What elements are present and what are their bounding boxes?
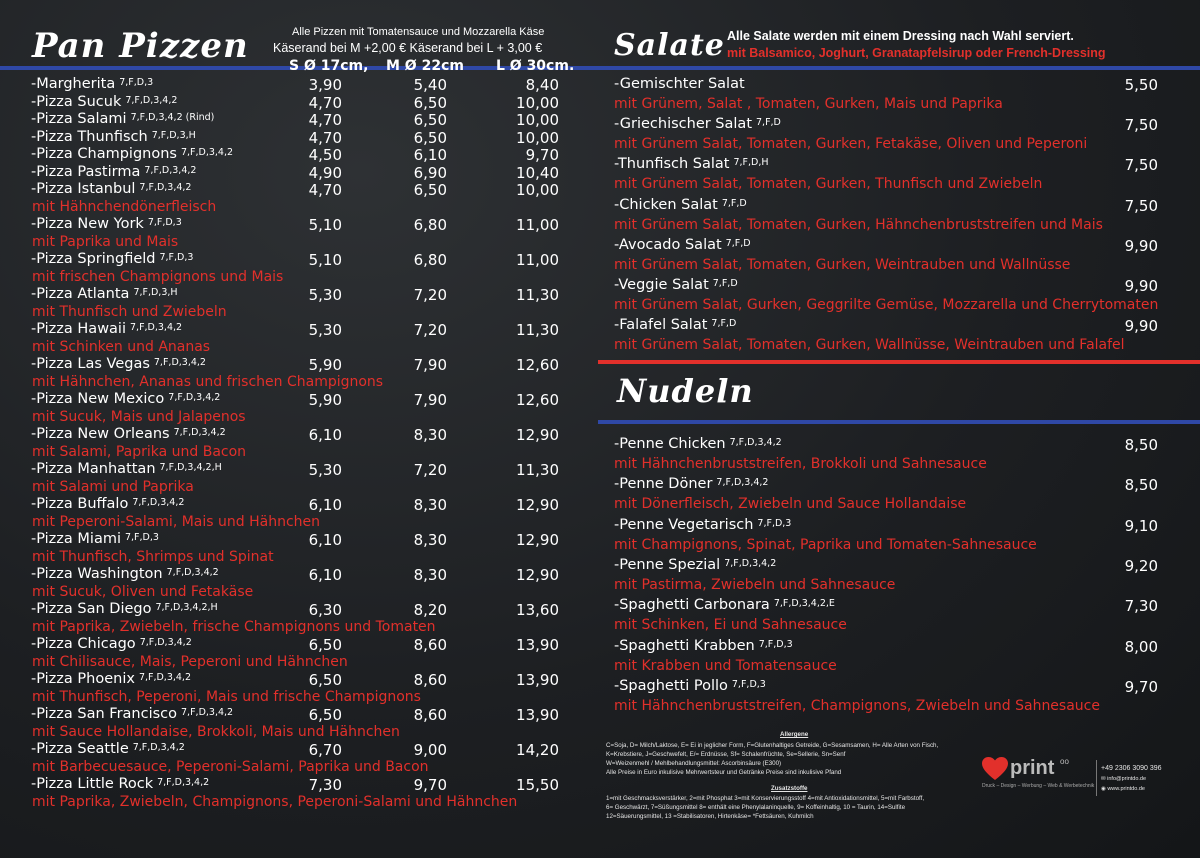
salad-description: mit Grünem Salat, Tomaten, Gurken, Hähnchenbruststreifen und Mais — [614, 216, 1103, 233]
price-small: 4,70 — [308, 111, 342, 129]
allergene-line-3: W=Weizenmehl / Mehlbehandlungsmittel: Ascorbinsäure (E300) — [606, 760, 782, 767]
pizza-name: -Pizza Washington $^{7,F,D,3,4,2}$ — [31, 566, 219, 582]
contact-web-text: www.printdo.de — [1107, 786, 1145, 792]
price-large: 10,40 — [516, 163, 559, 182]
pizza-row — [0, 356, 1200, 374]
price-medium: 9,70 — [413, 776, 447, 794]
price-small: 5,90 — [308, 391, 342, 409]
pizza-row — [0, 94, 1200, 112]
price-medium: 9,00 — [413, 741, 447, 759]
pasta-name: -Spaghetti Krabben $^{7,F,D,3}$ — [614, 637, 793, 654]
price-medium: 8,60 — [413, 636, 447, 654]
pizza-description: mit Barbecuesauce, Peperoni-Salami, Paprika und Bacon — [32, 758, 429, 775]
contact-web — [1101, 786, 1145, 792]
allergen-codes: 7,F,D,3,H — [133, 287, 178, 298]
allergen-codes: 7,F,D — [721, 197, 747, 209]
pizza-name: -Margherita $^{7,F,D,3}$ — [31, 76, 154, 92]
salad-description: mit Grünem Salat, Tomaten, Gurken, Fetakäse, Oliven und Peperoni — [614, 136, 1088, 153]
pizza-name: -Pizza Springfield $^{7,F,D,3}$ — [31, 251, 194, 267]
price-large: 13,90 — [516, 706, 559, 724]
allergen-codes: 7,F,D,3,4,2 — [729, 437, 782, 448]
salad-note: Alle Salate werden mit einem Dressing nach Wahl serviert. — [727, 29, 1074, 43]
price-large: 13,90 — [516, 671, 559, 689]
salad-price: 9,90 — [1124, 236, 1158, 255]
pasta-name: -Spaghetti Pollo $^{7,F,D,3}$ — [614, 677, 766, 694]
salad-name: -Thunfisch Salat $^{7,F,D,H}$ — [614, 156, 769, 173]
price-large: 11,00 — [516, 216, 559, 234]
salad-description: mit Grünem Salat, Tomaten, Gurken, Wallnüsse, Weintrauben und Falafel — [614, 337, 1125, 354]
pasta-name: -Penne Döner $^{7,F,D,3,4,2}$ — [614, 476, 769, 493]
price-large: 12,90 — [516, 426, 559, 444]
price-large: 10,00 — [516, 128, 559, 147]
logo-divider — [1096, 760, 1097, 796]
price-large: 8,40 — [525, 76, 559, 94]
pizza-note: Alle Pizzen mit Tomatensauce und Mozzarella Käse — [292, 26, 545, 38]
price-medium: 5,40 — [413, 76, 447, 94]
price-medium: 8,30 — [413, 531, 447, 549]
allergen-codes: 7,F,D,3,4,2 — [180, 147, 234, 158]
logo-brand: print — [1010, 757, 1055, 779]
allergen-codes: 7,F,D,3,4,2,H — [155, 602, 218, 613]
salad-price: 9,90 — [1124, 317, 1158, 336]
allergen-codes: 7,F,D,3,4,2,H — [159, 462, 222, 473]
price-small: 6,10 — [308, 566, 342, 584]
pasta-name: -Penne Vegetarisch $^{7,F,D,3}$ — [614, 516, 792, 533]
pizza-description: mit Schinken und Ananas — [32, 338, 211, 355]
allergen-codes: 7,F,D,3 — [119, 77, 154, 88]
price-large: 11,30 — [516, 461, 559, 479]
price-large: 13,60 — [516, 601, 559, 619]
price-medium: 7,90 — [413, 356, 447, 374]
pizza-description: mit frischen Champignons und Mais — [32, 268, 284, 285]
pasta-row — [0, 638, 1200, 656]
allergen-codes: 7,F,D,3,4,2 — [168, 392, 221, 403]
salad-row — [0, 237, 1200, 255]
allergen-codes: 7,F,D,3 — [758, 638, 793, 650]
pasta-row — [0, 476, 1200, 494]
price-small: 4,70 — [308, 93, 342, 112]
pizza-description: mit Peperoni-Salami, Mais und Hähnchen — [32, 513, 320, 530]
salad-row — [0, 197, 1200, 215]
pizza-description: mit Sucuk, Mais und Jalapenos — [32, 408, 246, 425]
pizza-name: -Pizza Manhattan $^{7,F,D,3,4,2,H}$ — [31, 461, 222, 477]
salad-price: 9,90 — [1124, 277, 1158, 295]
pizza-name: -Pizza Seattle $^{7,F,D,3,4,2}$ — [31, 741, 185, 757]
size-medium-header: M Ø 22cm — [386, 58, 464, 74]
pasta-price: 8,50 — [1124, 476, 1158, 495]
allergen-codes: 7,F,D,3 — [757, 517, 792, 529]
allergen-codes: 7,F,D,3 — [124, 532, 159, 543]
salad-name: -Griechischer Salat $^{7,F,D}$ — [614, 116, 781, 133]
allergen-codes: 7,F,D,3,4,2 — [130, 322, 183, 333]
price-medium: 7,20 — [413, 321, 447, 339]
price-medium: 6,90 — [413, 163, 447, 182]
price-small: 3,90 — [308, 76, 342, 94]
pizza-name: -Pizza Las Vegas $^{7,F,D,3,4,2}$ — [31, 356, 206, 372]
allergene-line-4: Alle Preise in Euro inkulisive Mehrwertsteur und Getränke Preise sind inkulisive Pfand — [606, 769, 842, 776]
price-medium: 8,30 — [413, 426, 447, 444]
salad-row — [0, 156, 1200, 174]
contact-email-text: info@printdo.de — [1107, 776, 1147, 782]
price-medium: 6,80 — [413, 251, 447, 269]
price-large: 12,90 — [516, 531, 559, 549]
price-small: 6,50 — [308, 706, 342, 724]
pizza-description: mit Thunfisch und Zwiebeln — [32, 303, 227, 320]
pizza-name: -Pizza Chicago $^{7,F,D,3,4,2}$ — [31, 636, 192, 652]
allergen-codes: 7,F,D — [712, 278, 738, 289]
pizza-name: -Pizza San Diego $^{7,F,D,3,4,2,H}$ — [31, 601, 218, 617]
price-medium: 8,30 — [413, 496, 447, 514]
price-medium: 7,90 — [413, 391, 447, 409]
salad-description: mit Grünem, Salat , Tomaten, Gurken, Mais und Paprika — [614, 96, 1003, 112]
price-medium: 6,50 — [413, 111, 447, 129]
pasta-row — [0, 678, 1200, 696]
price-large: 12,90 — [516, 566, 559, 584]
salad-name: -Falafel Salat $^{7,F,D}$ — [614, 317, 737, 334]
pizza-description: mit Paprika, Zwiebeln, frische Champignons und Tomaten — [32, 618, 436, 635]
allergen-codes: 7,F,D,3,4,2 — [125, 94, 178, 106]
pizza-description: mit Thunfisch, Shrimps und Spinat — [32, 548, 274, 565]
price-small: 6,30 — [308, 601, 342, 619]
pizza-row — [0, 391, 1200, 409]
pizza-name: -Pizza New Mexico $^{7,F,D,3,4,2}$ — [31, 391, 221, 407]
pizza-name: -Pizza Miami $^{7,F,D,3}$ — [31, 531, 159, 547]
pasta-row — [0, 517, 1200, 535]
allergen-codes: 7,F,D,3 — [731, 678, 766, 690]
pasta-price: 8,00 — [1124, 637, 1158, 656]
allergen-codes: 7,F,D,3,4,2 — [166, 567, 219, 578]
price-small: 5,10 — [308, 251, 342, 269]
mail-icon: ✉ — [1101, 776, 1108, 782]
pizza-name: -Pizza Salami $^{7,F,D,3,4,2 (Rind)}$ — [31, 111, 215, 127]
price-small: 6,10 — [308, 531, 342, 549]
salad-description: mit Grünem Salat, Tomaten, Gurken, Thunfisch und Zwiebeln — [614, 176, 1043, 193]
blue-stripe-top-left — [0, 66, 1200, 70]
price-small: 5,30 — [308, 461, 342, 479]
price-small: 5,30 — [308, 321, 342, 339]
price-medium: 8,60 — [413, 706, 447, 724]
price-medium: 6,50 — [413, 93, 447, 112]
pasta-name: -Spaghetti Carbonara $^{7,F,D,3,4,2,E}$ — [614, 597, 835, 614]
pasta-name: -Penne Chicken $^{7,F,D,3,4,2}$ — [614, 436, 782, 452]
allergen-codes: 7,F,D,3 — [147, 217, 182, 228]
allergen-codes: 7,F,D — [725, 237, 751, 249]
pizza-name: -Pizza New York $^{7,F,D,3}$ — [31, 216, 182, 232]
pasta-row — [0, 436, 1200, 454]
pasta-price: 9,20 — [1124, 556, 1158, 575]
logo-tagline: Druck – Design – Werbung – Web & Werbetechnik — [982, 783, 1095, 789]
price-medium: 6,50 — [413, 128, 447, 147]
price-medium: 6,10 — [413, 146, 447, 164]
allergen-codes: 7,F,D,3,4,2 — [139, 182, 192, 193]
pizza-description: mit Sauce Hollandaise, Brokkoli, Mais und Hähnchen — [32, 723, 400, 740]
allergen-codes: 7,F,D,3,4,2,E — [773, 598, 835, 610]
salad-row — [0, 317, 1200, 335]
zusatz-line-1: 1=mit Geschmacksverstärker, 2=mit Phosphat 3=mit Konservierungsstoff 4=mit Antioxidationsmittel, 5=mit Farbstoff, — [606, 795, 925, 802]
pizza-name: -Pizza Pastirma $^{7,F,D,3,4,2}$ — [31, 163, 197, 180]
price-medium: 6,50 — [413, 181, 447, 199]
pasta-description: mit Schinken, Ei und Sahnesauce — [614, 617, 847, 634]
price-small: 4,70 — [308, 128, 342, 147]
allergen-codes: 7,F,D,3,4,2 — [181, 707, 234, 718]
allergen-codes: 7,F,D,3,4,2 — [716, 477, 769, 489]
pasta-row — [0, 557, 1200, 575]
pasta-description: mit Pastirma, Zwiebeln und Sahnesauce — [614, 576, 896, 593]
pizza-description: mit Paprika, Zwiebeln, Champignons, Peperoni-Salami und Hähnchen — [32, 793, 518, 810]
allergen-codes: 7,F,D,3,4,2 — [144, 164, 197, 176]
salad-name: -Veggie Salat $^{7,F,D}$ — [614, 277, 738, 293]
price-small: 6,10 — [308, 496, 342, 514]
price-small: 4,90 — [308, 163, 342, 182]
salad-dressing-note: mit Balsamico, Joghurt, Granatapfelsirup oder French-Dressing — [727, 46, 1106, 60]
allergen-codes: 7,F,D,3,4,2 — [138, 672, 191, 683]
salad-name: -Gemischter Salat — [614, 76, 745, 92]
price-large: 11,30 — [516, 321, 559, 339]
allergen-codes: 7,F,D,3,4,2 (Rind) — [130, 112, 215, 123]
price-large: 11,30 — [516, 286, 559, 304]
allergen-codes: 7,F,D,3,4,2 — [724, 557, 777, 569]
pasta-price: 8,50 — [1124, 436, 1158, 454]
pizza-name: -Pizza Buffalo $^{7,F,D,3,4,2}$ — [31, 496, 185, 512]
price-large: 10,00 — [516, 181, 559, 199]
zusatz-line-2: 6= Geschwärzt, 7=Süßungsmittel 8= enthält eine Phenylalaninquelle, 9= Koffeinhaltig, 10 = Taurin, 14=Sulfite — [606, 804, 906, 811]
pizza-name: -Pizza San Francisco $^{7,F,D,3,4,2}$ — [31, 706, 234, 722]
pasta-price: 7,30 — [1124, 597, 1158, 616]
pasta-description: mit Hähnchenbruststreifen, Brokkoli und Sahnesauce — [614, 456, 987, 472]
pizza-title: Pan Pizzen — [32, 26, 249, 66]
price-small: 7,30 — [308, 776, 342, 794]
pizza-name: -Pizza Atlanta $^{7,F,D,3,H}$ — [31, 286, 178, 302]
salad-row — [0, 76, 1200, 94]
logo-brand-sup: oo — [1060, 757, 1069, 766]
salad-row — [0, 277, 1200, 295]
pasta-price: 9,10 — [1124, 516, 1158, 535]
price-large: 15,50 — [516, 776, 559, 794]
price-large: 12,60 — [516, 356, 559, 374]
price-small: 6,10 — [308, 426, 342, 444]
pasta-title: Nudeln — [617, 372, 754, 410]
zusatz-title: Zusatzstoffe — [771, 785, 808, 792]
salad-name: -Chicken Salat $^{7,F,D}$ — [614, 196, 747, 213]
contact-phone: +49 2306 3090 396 — [1101, 765, 1162, 772]
zusatz-line-3: 12=Säuerungsmittel, 13 =Stabilisatoren, Hirtenkäse= *Fettsäuren, Kuhmilch — [606, 813, 814, 820]
salad-row — [0, 116, 1200, 134]
price-large: 11,00 — [516, 251, 559, 269]
pasta-description: mit Hähnchenbruststreifen, Champignons, Zwiebeln und Sahnesauce — [614, 697, 1100, 714]
pizza-description: mit Hähnchendönerfleisch — [32, 198, 217, 215]
price-small: 6,50 — [308, 671, 342, 689]
pizza-name: -Pizza Hawaii $^{7,F,D,3,4,2}$ — [31, 321, 183, 337]
price-large: 13,90 — [516, 636, 559, 654]
pizza-description: mit Salami und Paprika — [32, 478, 194, 495]
pizza-description: mit Thunfisch, Peperoni, Mais und frische Champignons — [32, 688, 421, 705]
price-medium: 7,20 — [413, 286, 447, 304]
pasta-row — [0, 597, 1200, 615]
size-small-header: S Ø 17cm, — [289, 58, 369, 74]
pasta-name: -Penne Spezial $^{7,F,D,3,4,2}$ — [614, 556, 777, 573]
cheese-crust-note: Käserand bei M +2,00 € Käserand bei L + 3,00 € — [273, 41, 543, 55]
pasta-description: mit Champignons, Spinat, Paprika und Tomaten-Sahnesauce — [614, 536, 1037, 553]
price-small: 5,10 — [308, 216, 342, 234]
price-medium: 8,20 — [413, 601, 447, 619]
price-medium: 6,80 — [413, 216, 447, 234]
allergen-codes: 7,F,D — [711, 318, 737, 330]
pizza-name: -Pizza New Orleans $^{7,F,D,3,4,2}$ — [31, 426, 226, 442]
salad-price: 7,50 — [1124, 156, 1158, 175]
globe-icon: ◉ — [1101, 786, 1108, 792]
price-small: 6,70 — [308, 741, 342, 759]
pizza-name: -Pizza Thunfisch $^{7,F,D,3,H}$ — [31, 128, 196, 145]
pizza-name: -Pizza Phoenix $^{7,F,D,3,4,2}$ — [31, 671, 191, 687]
salad-title: Salate — [614, 28, 725, 63]
salad-description: mit Grünem Salat, Gurken, Geggrilte Gemüse, Mozzarella und Cherrytomaten — [614, 297, 1159, 313]
pizza-name: -Pizza Champignons $^{7,F,D,3,4,2}$ — [31, 146, 234, 162]
price-large: 12,60 — [516, 391, 559, 409]
pizza-description: mit Chilisauce, Mais, Peperoni und Hähnchen — [32, 653, 348, 670]
printer-logo — [982, 757, 1095, 797]
allergene-line-2: K=Krebstiere, J=Geschwefelt, E/= Erdnüsse, Sf= Schalenfrüchte, Se=Sellerie, Sn=Senf — [606, 751, 846, 758]
allergen-codes: 7,F,D — [756, 117, 781, 129]
allergen-codes: 7,F,D,3,4,2 — [153, 357, 206, 368]
allergene-line-1: C=Soja, D= Milch/Laktose, E= Ei in jeglicher Form, F=Glutenhaltiges Getreide, G=Sesamsamen, H= Alle Arten von Fisch, — [606, 742, 939, 749]
allergen-codes: 7,F,D,3,4,2 — [132, 742, 185, 753]
price-small: 4,50 — [308, 146, 342, 164]
price-small: 5,30 — [308, 286, 342, 304]
allergene-title: Allergene — [780, 731, 809, 738]
allergen-codes: 7,F,D,3,H — [151, 129, 196, 141]
salad-price: 7,50 — [1124, 116, 1158, 135]
pizza-description: mit Paprika und Mais — [32, 233, 179, 250]
price-large: 9,70 — [525, 146, 559, 164]
pizza-name: -Pizza Istanbul $^{7,F,D,3,4,2}$ — [31, 181, 192, 197]
blue-stripe-right — [598, 420, 1200, 424]
price-medium: 8,30 — [413, 566, 447, 584]
pizza-description: mit Sucuk, Oliven und Fetakäse — [32, 583, 254, 600]
price-small: 6,50 — [308, 636, 342, 654]
price-large: 10,00 — [516, 93, 559, 112]
price-large: 12,90 — [516, 496, 559, 514]
pasta-description: mit Krabben und Tomatensauce — [614, 657, 837, 674]
pizza-name: -Pizza Sucuk $^{7,F,D,3,4,2}$ — [31, 93, 178, 110]
pizza-description: mit Hähnchen, Ananas und frischen Champignons — [32, 373, 384, 390]
price-medium: 7,20 — [413, 461, 447, 479]
pasta-price: 9,70 — [1124, 677, 1158, 696]
salad-price: 5,50 — [1124, 76, 1158, 94]
allergen-codes: 7,F,D,H — [733, 157, 769, 169]
salad-description: mit Grünem Salat, Tomaten, Gurken, Weintrauben und Wallnüsse — [614, 256, 1071, 273]
price-large: 14,20 — [516, 741, 559, 759]
allergen-codes: 7,F,D,3,4,2 — [157, 777, 210, 788]
pasta-description: mit Dönerfleisch, Zwiebeln und Sauce Hollandaise — [614, 496, 967, 513]
heart-logo-icon — [982, 757, 1008, 781]
pizza-row — [0, 496, 1200, 514]
allergen-codes: 7,F,D,3,4,2 — [173, 427, 226, 438]
allergen-codes: 7,F,D,3 — [159, 252, 194, 263]
pizza-name: -Pizza Little Rock $^{7,F,D,3,4,2}$ — [31, 776, 210, 792]
price-small: 4,70 — [308, 181, 342, 199]
price-large: 10,00 — [516, 111, 559, 129]
salad-price: 7,50 — [1124, 196, 1158, 215]
allergen-codes: 7,F,D,3,4,2 — [132, 497, 185, 508]
salad-name: -Avocado Salat $^{7,F,D}$ — [614, 236, 751, 253]
allergen-codes: 7,F,D,3,4,2 — [139, 637, 192, 648]
price-medium: 8,60 — [413, 671, 447, 689]
pizza-description: mit Salami, Paprika und Bacon — [32, 443, 247, 460]
size-large-header: L Ø 30cm. — [496, 58, 575, 74]
price-small: 5,90 — [308, 356, 342, 374]
contact-email — [1101, 776, 1146, 782]
